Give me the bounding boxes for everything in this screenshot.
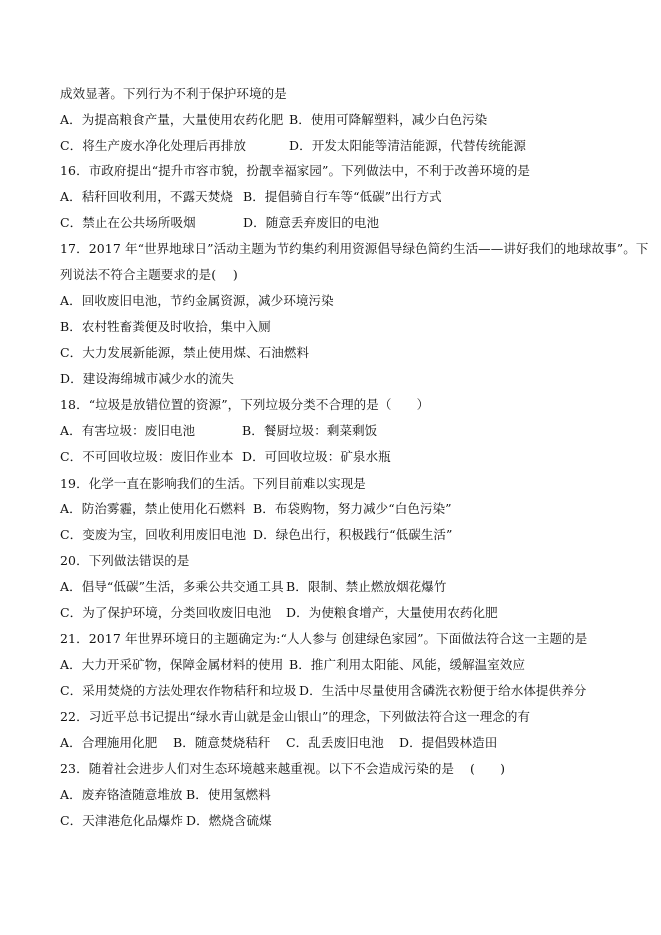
q21-option-d: D．生活中尽量使用含磷洗衣粉便于给水体提供养分	[299, 683, 587, 698]
q19-option-d: D．绿色出行，积极践行“低碳生活”	[253, 527, 453, 542]
q20-option-c: C．为了保护环境，分类回收废旧电池	[60, 605, 272, 620]
q22-option-b: B．随意焚烧秸秆	[173, 735, 271, 750]
q18-option-b: B．餐厨垃圾：剩菜剩饭	[242, 423, 378, 438]
q20-stem: 20．下列做法错误的是	[60, 553, 190, 568]
q21-stem: 21．2017 年世界环境日的主题确定为:“人人参与 创建绿色家园”。下面做法符合这一主题的是	[60, 631, 588, 646]
q19-option-a: A．防治雾霾，禁止使用化石燃料	[60, 501, 246, 516]
q18-option-a: A．有害垃圾：废旧电池	[60, 423, 196, 438]
q17-option-b: B．农村牲畜粪便及时收拾，集中入厕	[60, 319, 271, 334]
q20-option-a: A．倡导“低碳”生活，多乘公共交通工具	[60, 579, 284, 594]
q17-option-a: A．回收废旧电池，节约金属资源，减少环境污染	[60, 293, 334, 308]
q23-stem: 23．随着社会进步人们对生态环境越来越重视。以下不会造成污染的是	[60, 761, 455, 776]
q23-option-d: D．燃烧含硫煤	[186, 813, 272, 828]
q22-option-a: A．合理施用化肥	[60, 735, 158, 750]
q15-option-b: B．使用可降解塑料，减少白色污染	[289, 112, 488, 127]
q23-option-a: A．废弃铬渣随意堆放	[60, 787, 183, 802]
q16-stem: 16．市政府提出“提升市容市貌，扮靓幸福家园”。下列做法中，不利于改善环境的是	[60, 163, 531, 178]
q17-option-d: D．建设海绵城市减少水的流失	[60, 371, 234, 386]
q23-option-b: B．使用氢燃料	[186, 787, 271, 802]
q23-answer-paren: ( )	[470, 761, 506, 776]
q20-option-d: D．为使粮食增产，大量使用农药化肥	[286, 605, 498, 620]
q23-option-c: C．天津港危化品爆炸	[60, 813, 184, 828]
q16-option-a: A．秸秆回收利用，不露天焚烧	[60, 189, 233, 204]
q16-option-d: D．随意丢弃废旧的电池	[243, 215, 380, 230]
q22-option-d: D．提倡毁林造田	[399, 735, 498, 750]
q18-option-c: C．不可回收垃圾：废旧作业本	[60, 449, 234, 464]
q21-option-a: A．大力开采矿物，保障金属材料的使用	[60, 657, 284, 672]
q16-option-c: C．禁止在公共场所吸烟	[60, 215, 196, 230]
q21-option-c: C．采用焚烧的方法处理农作物秸秆和垃圾	[60, 683, 297, 698]
q22-stem: 22．习近平总书记提出“绿水青山就是金山银山”的理念，下列做法符合这一理念的有	[60, 709, 531, 724]
q18-stem: 18．“垃圾是放错位置的资源”，下列垃圾分类不合理的是（ ）	[60, 397, 430, 412]
q15-option-c: C．将生产废水净化处理后再排放	[60, 138, 247, 153]
q18-option-d: D．可回收垃圾：矿泉水瓶	[242, 449, 391, 464]
q15-option-a: A．为提高粮食产量，大量使用农药化肥	[60, 112, 284, 127]
intro-text: 成效显著。下列行为不利于保护环境的是	[60, 86, 287, 101]
q15-option-d: D．开发太阳能等清洁能源，代替传统能源	[289, 138, 526, 153]
q19-option-b: B．布袋购物，努力减少“白色污染”	[253, 501, 452, 516]
q20-option-b: B．限制、禁止燃放烟花爆竹	[286, 579, 447, 594]
q19-stem: 19．化学一直在影响我们的生活。下列目前难以实现是	[60, 476, 366, 491]
q17-option-c: C．大力发展新能源，禁止使用煤、石油燃料	[60, 345, 310, 360]
q16-option-b: B．提倡骑自行车等“低碳”出行方式	[243, 189, 442, 204]
q21-option-b: B．推广利用太阳能、风能，缓解温室效应	[289, 657, 526, 672]
q17-stem-line1: 17．2017 年“世界地球日”活动主题为节约集约利用资源倡导绿色简约生活——讲好我们的地球故事”。下	[60, 241, 649, 256]
q22-option-c: C．乱丢废旧电池	[286, 735, 384, 750]
q19-option-c: C．变废为宝，回收利用废旧电池	[60, 527, 247, 542]
q17-stem-line2: 列说法不符合主题要求的是( )	[60, 267, 238, 282]
